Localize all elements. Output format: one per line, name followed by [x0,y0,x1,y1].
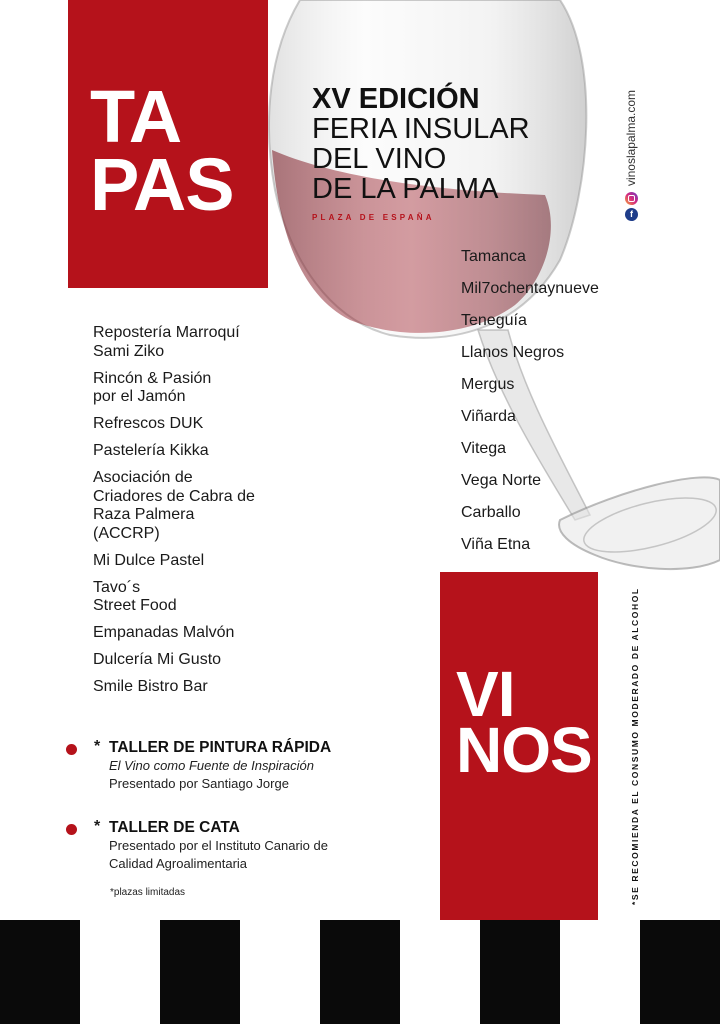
tapas-vendor-item: Pastelería Kikka [93,442,209,459]
vinos-heading-line2: NOS [456,714,592,786]
winery-item: Llanos Negros [461,344,565,361]
bullet-dot-icon [66,824,77,835]
tapas-vendor-item: Rincón & Pasión por el Jamón [93,369,212,405]
tapas-vendor-item: Repostería Marroquí Sami Ziko [93,324,240,360]
tapas-vendor-item: Empanadas Malvón [93,624,235,641]
bottom-stripes [0,920,720,1024]
vinos-heading-block [440,572,598,920]
wineries-list [461,241,599,561]
event-title-line1: FERIA INSULAR [312,113,530,145]
winery-item: Mil7ochentaynueve [461,280,599,297]
tapas-vendor-item: Asociación de Criadores de Cabra de Raza Palmera (ACCRP) [93,469,255,542]
winery-item: Teneguía [461,312,527,329]
tapas-vendor-item: Refrescos DUK [93,415,204,432]
asterisk-mark: * [94,818,101,835]
bullet-dot-icon [66,744,77,755]
event-title-line3: DE LA PALMA [312,173,499,205]
tapas-vendor-list [93,324,323,705]
winery-item: Vega Norte [461,472,542,489]
limited-places-note: *plazas limitadas [110,887,186,898]
tapas-vendor-item: Dulcería Mi Gusto [93,651,222,668]
event-location: PLAZA DE ESPAÑA [312,213,435,222]
workshop-tasting-title: TALLER DE CATA [109,819,240,836]
workshop-tasting-presenter-line2: Calidad Agroalimentaria [109,856,248,871]
stripe-band [480,920,560,1024]
website-handle[interactable]: vinoslapalma.com [624,90,638,187]
winery-item: Carballo [461,504,521,521]
instagram-icon[interactable] [625,192,638,205]
workshop-painting-title: TALLER DE PINTURA RÁPIDA [109,739,332,756]
tapas-vendor-item: Tavo´s Street Food [93,578,177,614]
event-title [312,84,530,204]
tapas-heading-line1: TA [90,75,182,158]
winery-item: Vitega [461,440,507,457]
stripe-band [320,920,400,1024]
stripe-band [160,920,240,1024]
workshop-painting-subtitle: El Vino como Fuente de Inspiración [109,758,314,773]
stripe-band [0,920,80,1024]
event-title-line2: DEL VINO [312,143,447,175]
tapas-heading-block [68,0,268,288]
vinos-heading-line1: VI [456,658,515,730]
winery-item: Tamanca [461,248,526,265]
event-edition: XV EDICIÓN [312,83,480,115]
facebook-icon[interactable]: f [625,208,638,221]
stripe-band [640,920,720,1024]
tapas-vendor-item: Mi Dulce Pastel [93,551,205,569]
workshop-tasting-presenter-line1: Presentado por el Instituto Canario de [109,838,328,853]
winery-item: Viña Etna [461,536,531,553]
winery-item: Mergus [461,376,515,393]
tapas-heading-line2: PAS [90,143,234,226]
tapas-vendor-item: Smile Bistro Bar [93,678,208,695]
workshop-painting-presenter: Presentado por Santiago Jorge [109,776,289,791]
winery-item: Viñarda [461,408,516,425]
alcohol-warning: *SE RECOMIENDA EL CONSUMO MODERADO DE ALCOHOL [630,587,640,905]
asterisk-mark: * [94,738,101,755]
